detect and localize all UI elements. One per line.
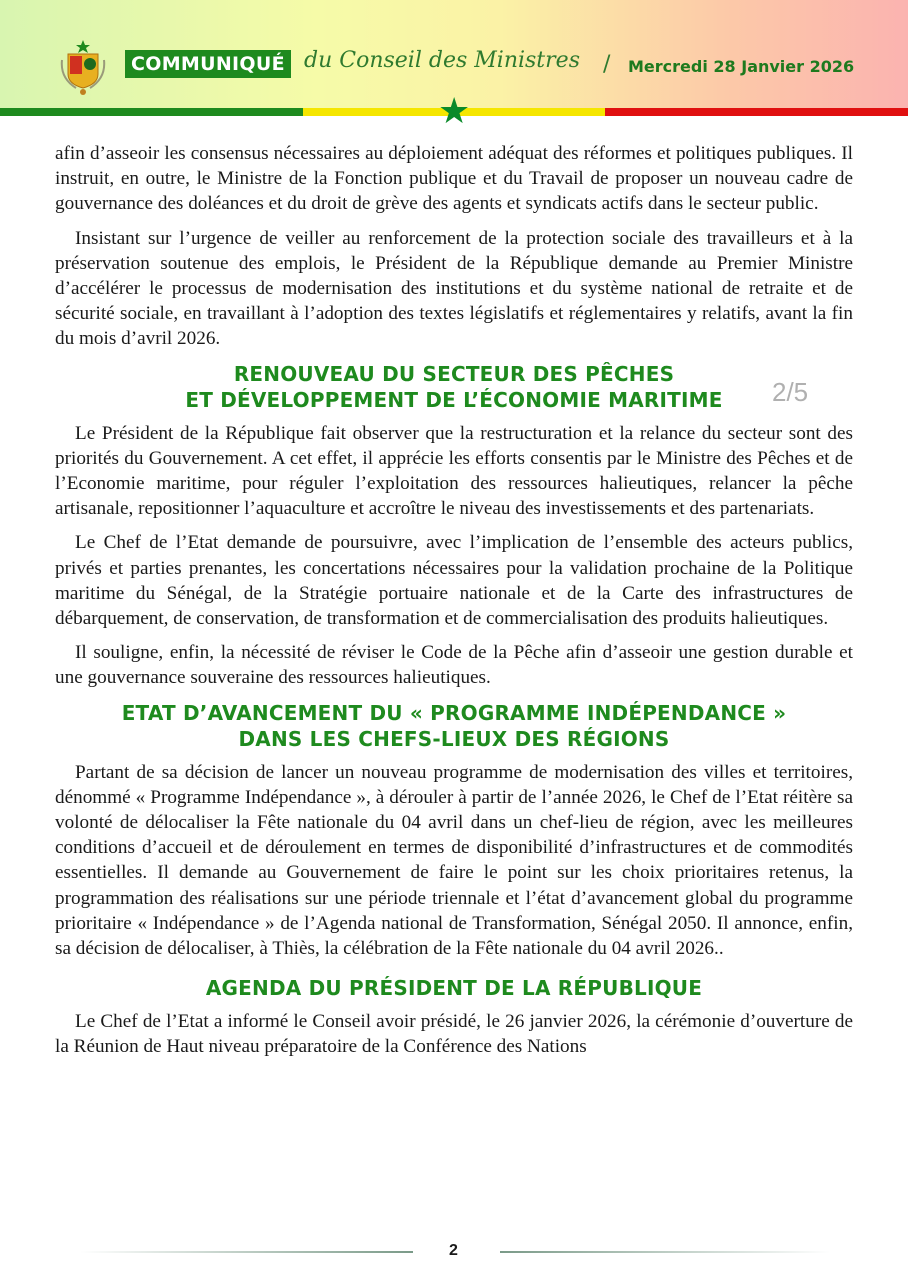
document-body: [55, 141, 853, 1069]
header-separator: /: [603, 52, 611, 77]
coat-of-arms-icon: [60, 40, 106, 96]
footer-rule-left: [80, 1251, 413, 1253]
paragraph: Insistant sur l’urgence de veiller au renforcement de la protection sociale des travailleurs et à la préservation soutenue des emplois, le Président de la République demande au Premier Ministre d’accélérer le processus de modernisation des institutions et du système national de retraite et de sécurité sociale, en travaillant à l’adoption des textes législatifs et réglementaires y relatifs, avant la fin du mois d’avril 2026.: [55, 227, 853, 350]
heading-line: ET DÉVELOPPEMENT DE L’ÉCONOMIE MARITIME: [185, 387, 723, 412]
flag-stripe-red: [605, 108, 908, 116]
paragraph: Partant de sa décision de lancer un nouveau programme de modernisation des villes et territoires, dénommé « Programme Indépendance », à dérouler à partir de l’année 2026, le Chef de l’Etat réitère sa volonté de délocaliser la Fête nationale du 04 avril dans un chef-lieu de région, avec les meilleures conditions d’accueil et de déroulement en termes de disponibilité d’infrastructures et de commodités essentielles. Il demande au Gouvernement de faire le point sur les choix prioritaires retenus, la programmation des réalisations sur une période triennale et l’état d’avancement global du programme prioritaire « Indépendance » de l’Agenda national de Transformation, Sénégal 2050. Il annonce, enfin, sa décision de délocaliser, à Thiès, la célébration de la Fête nationale du 04 avril 2026..: [55, 761, 853, 960]
heading-line: ETAT D’AVANCEMENT DU « PROGRAMME INDÉPENDANCE »: [121, 700, 787, 725]
section-heading: [55, 975, 853, 1001]
section-heading: [55, 700, 853, 752]
page-number: 2: [449, 1242, 458, 1259]
heading-line: DANS LES CHEFS-LIEUX DES RÉGIONS: [238, 726, 670, 751]
heading-line: AGENDA DU PRÉSIDENT DE LA RÉPUBLIQUE: [205, 976, 703, 1001]
paragraph: Le Chef de l’Etat a informé le Conseil avoir présidé, le 26 janvier 2026, la cérémonie d’ouverture de la Réunion de Haut niveau préparatoire de la Conférence des Nations: [55, 1011, 853, 1058]
section-heading: [55, 361, 853, 413]
paragraph: afin d’asseoir les consensus nécessaires au déploiement adéquat des réformes et politiques publiques. Il instruit, en outre, le Ministre de la Fonction publique et du Travail de proposer un nouveau cadre de gouvernance des doléances et du droit de grève des agents et syndicats actifs dans le secteur public.: [55, 143, 853, 215]
heading-line: RENOUVEAU DU SECTEUR DES PÊCHES: [233, 361, 675, 386]
paragraph: Le Président de la République fait observer que la restructuration et la relance du secteur sont des priorités du Gouvernement. A cet effet, il apprécie les efforts consentis par le Ministre des Pêches et de l’Economie maritime, pour réguler l’exploitation des ressources halieutiques, relancer la pêche artisanale, repositionner l’aquaculture et accroître le niveau des investissements et des partenariats.: [55, 422, 853, 520]
header-date: Mercredi 28 Janvier 2026: [628, 57, 855, 76]
paragraph: Il souligne, enfin, la nécessité de réviser le Code de la Pêche afin d’asseoir une gestion durable et une gouvernance souveraine des ressources halieutiques.: [55, 642, 853, 689]
star-icon: ★: [438, 91, 471, 131]
flag-stripe-green: [0, 108, 303, 116]
footer-rule-right: [500, 1251, 830, 1253]
paragraph: Le Chef de l’Etat demande de poursuivre, avec l’implication de l’ensemble des acteurs publics, privés et parties prenantes, les concertations nécessaires pour la validation prochaine de la Politique maritime du Sénégal, de la Stratégie portuaire nationale et de la Carte des infrastructures de débarquement, de conservation, de transformation et de commercialisation des produits halieutiques.: [55, 532, 853, 630]
header-subtitle: du Conseil des Ministres: [304, 48, 580, 73]
page-indicator: 2/5: [772, 377, 809, 407]
communique-badge: COMMUNIQUÉ: [125, 50, 291, 78]
